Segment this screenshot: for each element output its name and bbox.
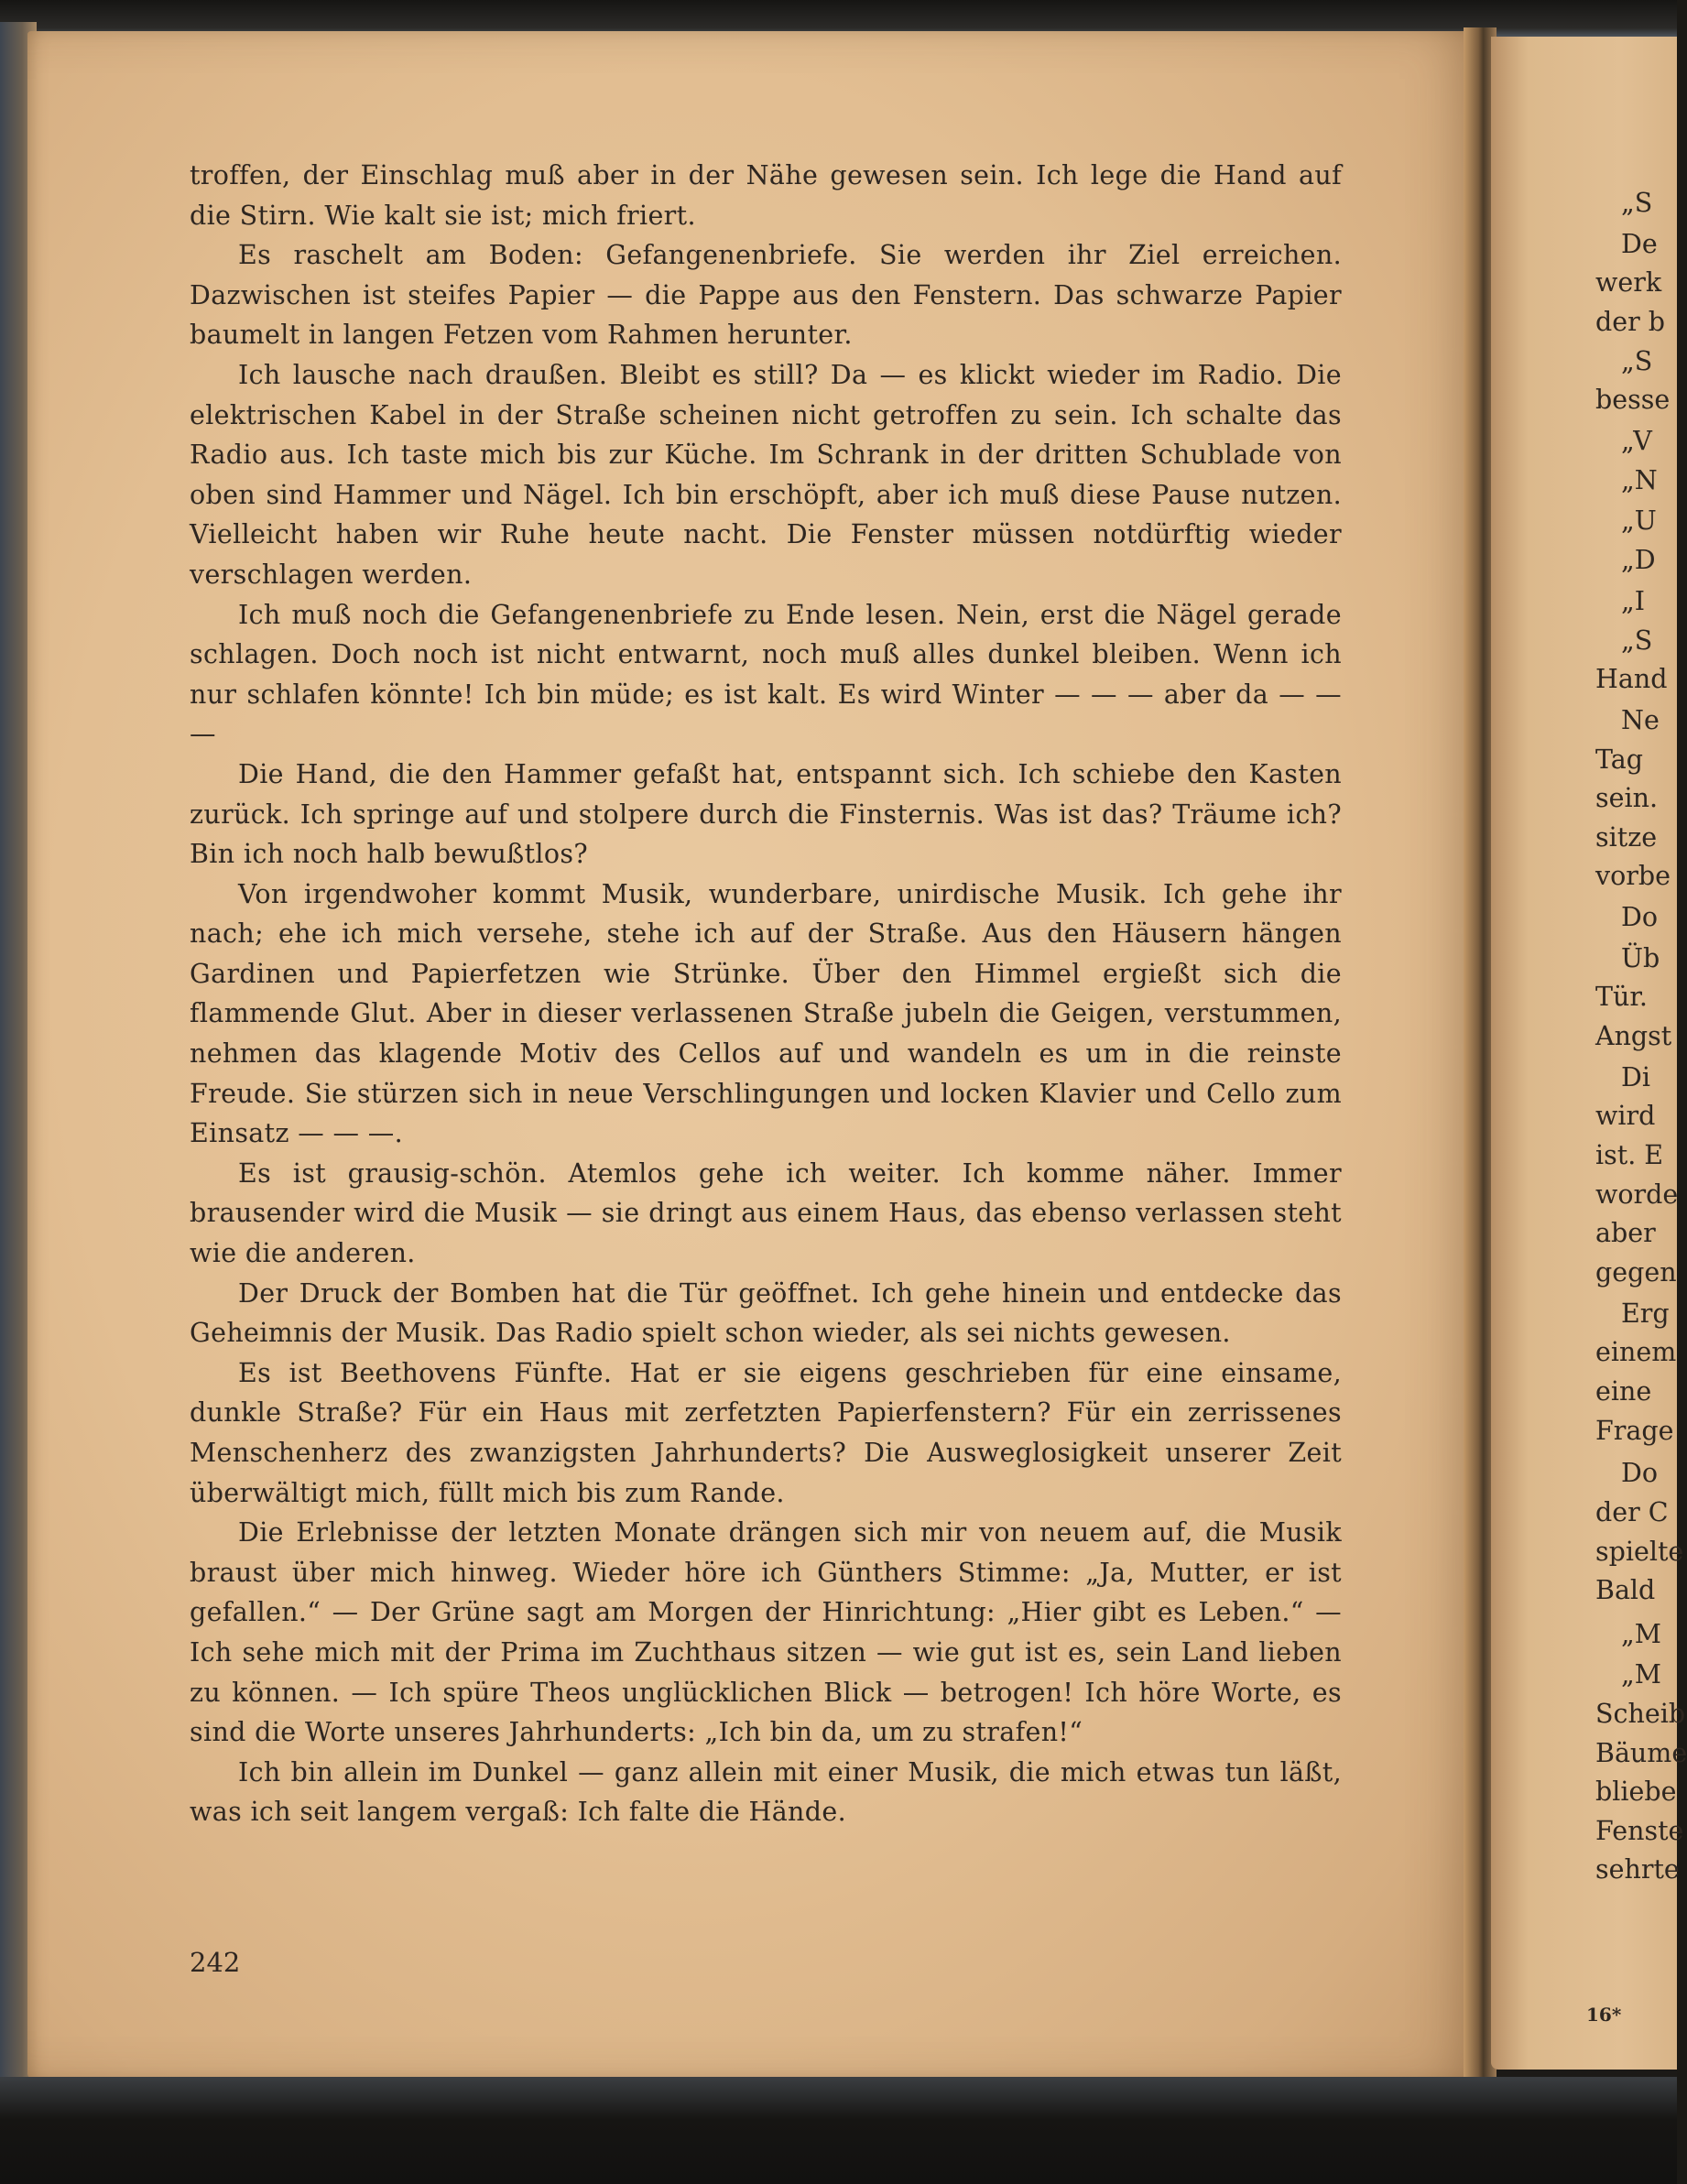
right-page-line: „S [1621, 188, 1653, 218]
right-page-line: wird [1595, 1101, 1656, 1131]
right-page-line: Do [1621, 1458, 1659, 1488]
right-page-line: Bald [1595, 1575, 1656, 1605]
right-page-line: aber [1595, 1218, 1656, 1248]
right-page-line: „S [1621, 346, 1653, 376]
right-page-line: spielte [1595, 1537, 1684, 1567]
right-page-line: besse [1595, 385, 1671, 415]
right-page-line: Tag [1595, 744, 1644, 775]
right-page-line: sehrte [1595, 1854, 1680, 1885]
right-page-line: „N [1621, 465, 1658, 495]
right-page-line: „D [1621, 545, 1656, 575]
right-page-line: „M [1621, 1659, 1661, 1690]
right-page-line: vorbe [1595, 861, 1671, 891]
right-page-line: Angst [1595, 1021, 1672, 1051]
scan-bottom-edge [0, 2077, 1677, 2184]
right-page-line: „I [1621, 586, 1646, 616]
right-page-line: „V [1621, 426, 1652, 456]
right-page-line: Tür. [1595, 982, 1648, 1012]
right-page-line: Erg [1621, 1298, 1670, 1329]
right-page-line: Üb [1621, 943, 1660, 973]
paragraph-8: Der Druck der Bomben hat die Tür geöffnet. Ich gehe hinein und entdecke das Geheimnis der Musik. Das Radio spielt schon wieder, als sei nichts gewesen. [190, 1277, 1342, 1349]
page-number: 242 [190, 1947, 241, 1978]
right-page-line: der C [1595, 1497, 1669, 1527]
paragraph-11: Ich bin allein im Dunkel — ganz allein mit einer Musik, die mich etwas tun läßt, was ich seit langem vergaß: Ich falte die Hände. [190, 1756, 1342, 1828]
right-page-line: Do [1621, 902, 1659, 932]
paragraph-1: troffen, der Einschlag muß aber in der Nähe gewesen sein. Ich lege die Hand auf die Stirn. Wie kalt sie ist; mich friert. [190, 160, 1342, 231]
paragraph-7: Es ist grausig-schön. Atemlos gehe ich weiter. Ich komme näher. Immer brausender wird die Musik — sie dringt aus einem Haus, das ebenso verlassen steht wie die anderen. [190, 1157, 1342, 1269]
right-page-line: worde [1595, 1179, 1679, 1210]
right-page-line: sein. [1595, 783, 1659, 813]
right-page-line: gegen [1595, 1257, 1677, 1288]
paragraph-9: Es ist Beethovens Fünfte. Hat er sie eigens geschrieben für eine einsame, dunkle Straße? Für ein Haus mit zerfetzten Papierfenstern? Für ein zerrissenes Menschenherz des zwanzigsten Jahrhunderts? Die Ausweglosigkeit unserer Zeit überwältigt mich, füllt mich bis zum Rande. [190, 1357, 1342, 1508]
right-page-line: Frage [1595, 1416, 1674, 1446]
paragraph-10: Die Erlebnisse der letzten Monate drängen sich mir von neuem auf, die Musik braust über mich hinweg. Wieder höre ich Günthers Stimme: „Ja, Mutter, er ist gefallen.“ — Der Grüne sagt am Morgen der Hinrichtung: „Hier gibt es Leben.“ — Ich sehe mich mit der Prima im Zuchthaus sitzen — wie gut ist es, sein Land lieben zu können. — Ich spüre Theos unglücklichen Blick — betrogen! Ich höre Worte, es sind die Worte unseres Jahrhunderts: „Ich bin da, um zu strafen!“ [190, 1517, 1342, 1748]
paragraph-4: Ich muß noch die Gefangenenbriefe zu Ende lesen. Nein, erst die Nägel gerade schlagen. Doch noch ist nicht entwarnt, noch muß alles dunkel bleiben. Wenn ich nur schlafen könnte! Ich bin müde; es ist kalt. Es wird Winter — — — aber da — — — [190, 599, 1342, 750]
right-page-line: „M [1621, 1619, 1661, 1649]
right-page-line: „S [1621, 625, 1653, 656]
paragraph-6: Von irgendwoher kommt Musik, wunderbare, unirdische Musik. Ich gehe ihr nach; ehe ich mich versehe, stehe ich auf der Straße. Aus den Häusern hängen Gardinen und Papierfetzen wie Strünke. Über den Himmel ergießt sich die flammende Glut. Aber in dieser verlassenen Straße jubeln die Geigen, verstummen, nehmen das klagende Motiv des Cellos auf und wandeln es um in die reinste Freude. Sie stürzen sich in neue Verschlingungen und locken Klavier und Cello zum Einsatz — — —. [190, 878, 1342, 1149]
right-page-line: werk [1595, 267, 1662, 298]
right-page-line: Scheib [1595, 1699, 1686, 1729]
right-page-line: eine [1595, 1376, 1652, 1407]
signature-mark: 16* [1586, 2004, 1622, 2026]
right-page-line: ist. E [1595, 1140, 1664, 1170]
paragraph-2: Es raschelt am Boden: Gefangenenbriefe. Sie werden ihr Ziel erreichen. Dazwischen ist steifes Papier — die Pappe aus den Fenstern. Das schwarze Papier baumelt in langen Fetzen vom Rahmen herunter. [190, 240, 1342, 351]
right-page-line: Fenste [1595, 1816, 1684, 1846]
right-page-line: bliebe [1595, 1777, 1677, 1807]
right-page-line: Di [1621, 1062, 1650, 1092]
left-page-text [190, 156, 1342, 1832]
right-page-line: sitze [1595, 822, 1658, 853]
paragraph-3: Ich lausche nach draußen. Bleibt es still? Da — es klickt wieder im Radio. Die elektrischen Kabel in der Straße scheinen nicht getroffen zu sein. Ich schalte das Radio aus. Ich taste mich bis zur Küche. Im Schrank in der dritten Schublade von oben sind Hammer und Nägel. Ich bin erschöpft, aber ich muß diese Pause nutzen. Vielleicht haben wir Ruhe heute nacht. Die Fenster müssen notdürftig wieder verschlagen werden. [190, 359, 1342, 590]
right-page-line: De [1621, 229, 1658, 259]
paragraph-5: Die Hand, die den Hammer gefaßt hat, entspannt sich. Ich schiebe den Kasten zurück. Ich springe auf und stolpere durch die Finsternis. Was ist das? Träume ich? Bin ich noch halb bewußtlos? [190, 758, 1342, 870]
right-page-line: Bäume [1595, 1738, 1687, 1768]
right-page-line: einem [1595, 1337, 1677, 1367]
right-page-line: Hand [1595, 664, 1668, 694]
right-page-line: Ne [1621, 705, 1660, 735]
right-page-line: „U [1621, 505, 1657, 536]
right-page-line: der b [1595, 307, 1666, 337]
